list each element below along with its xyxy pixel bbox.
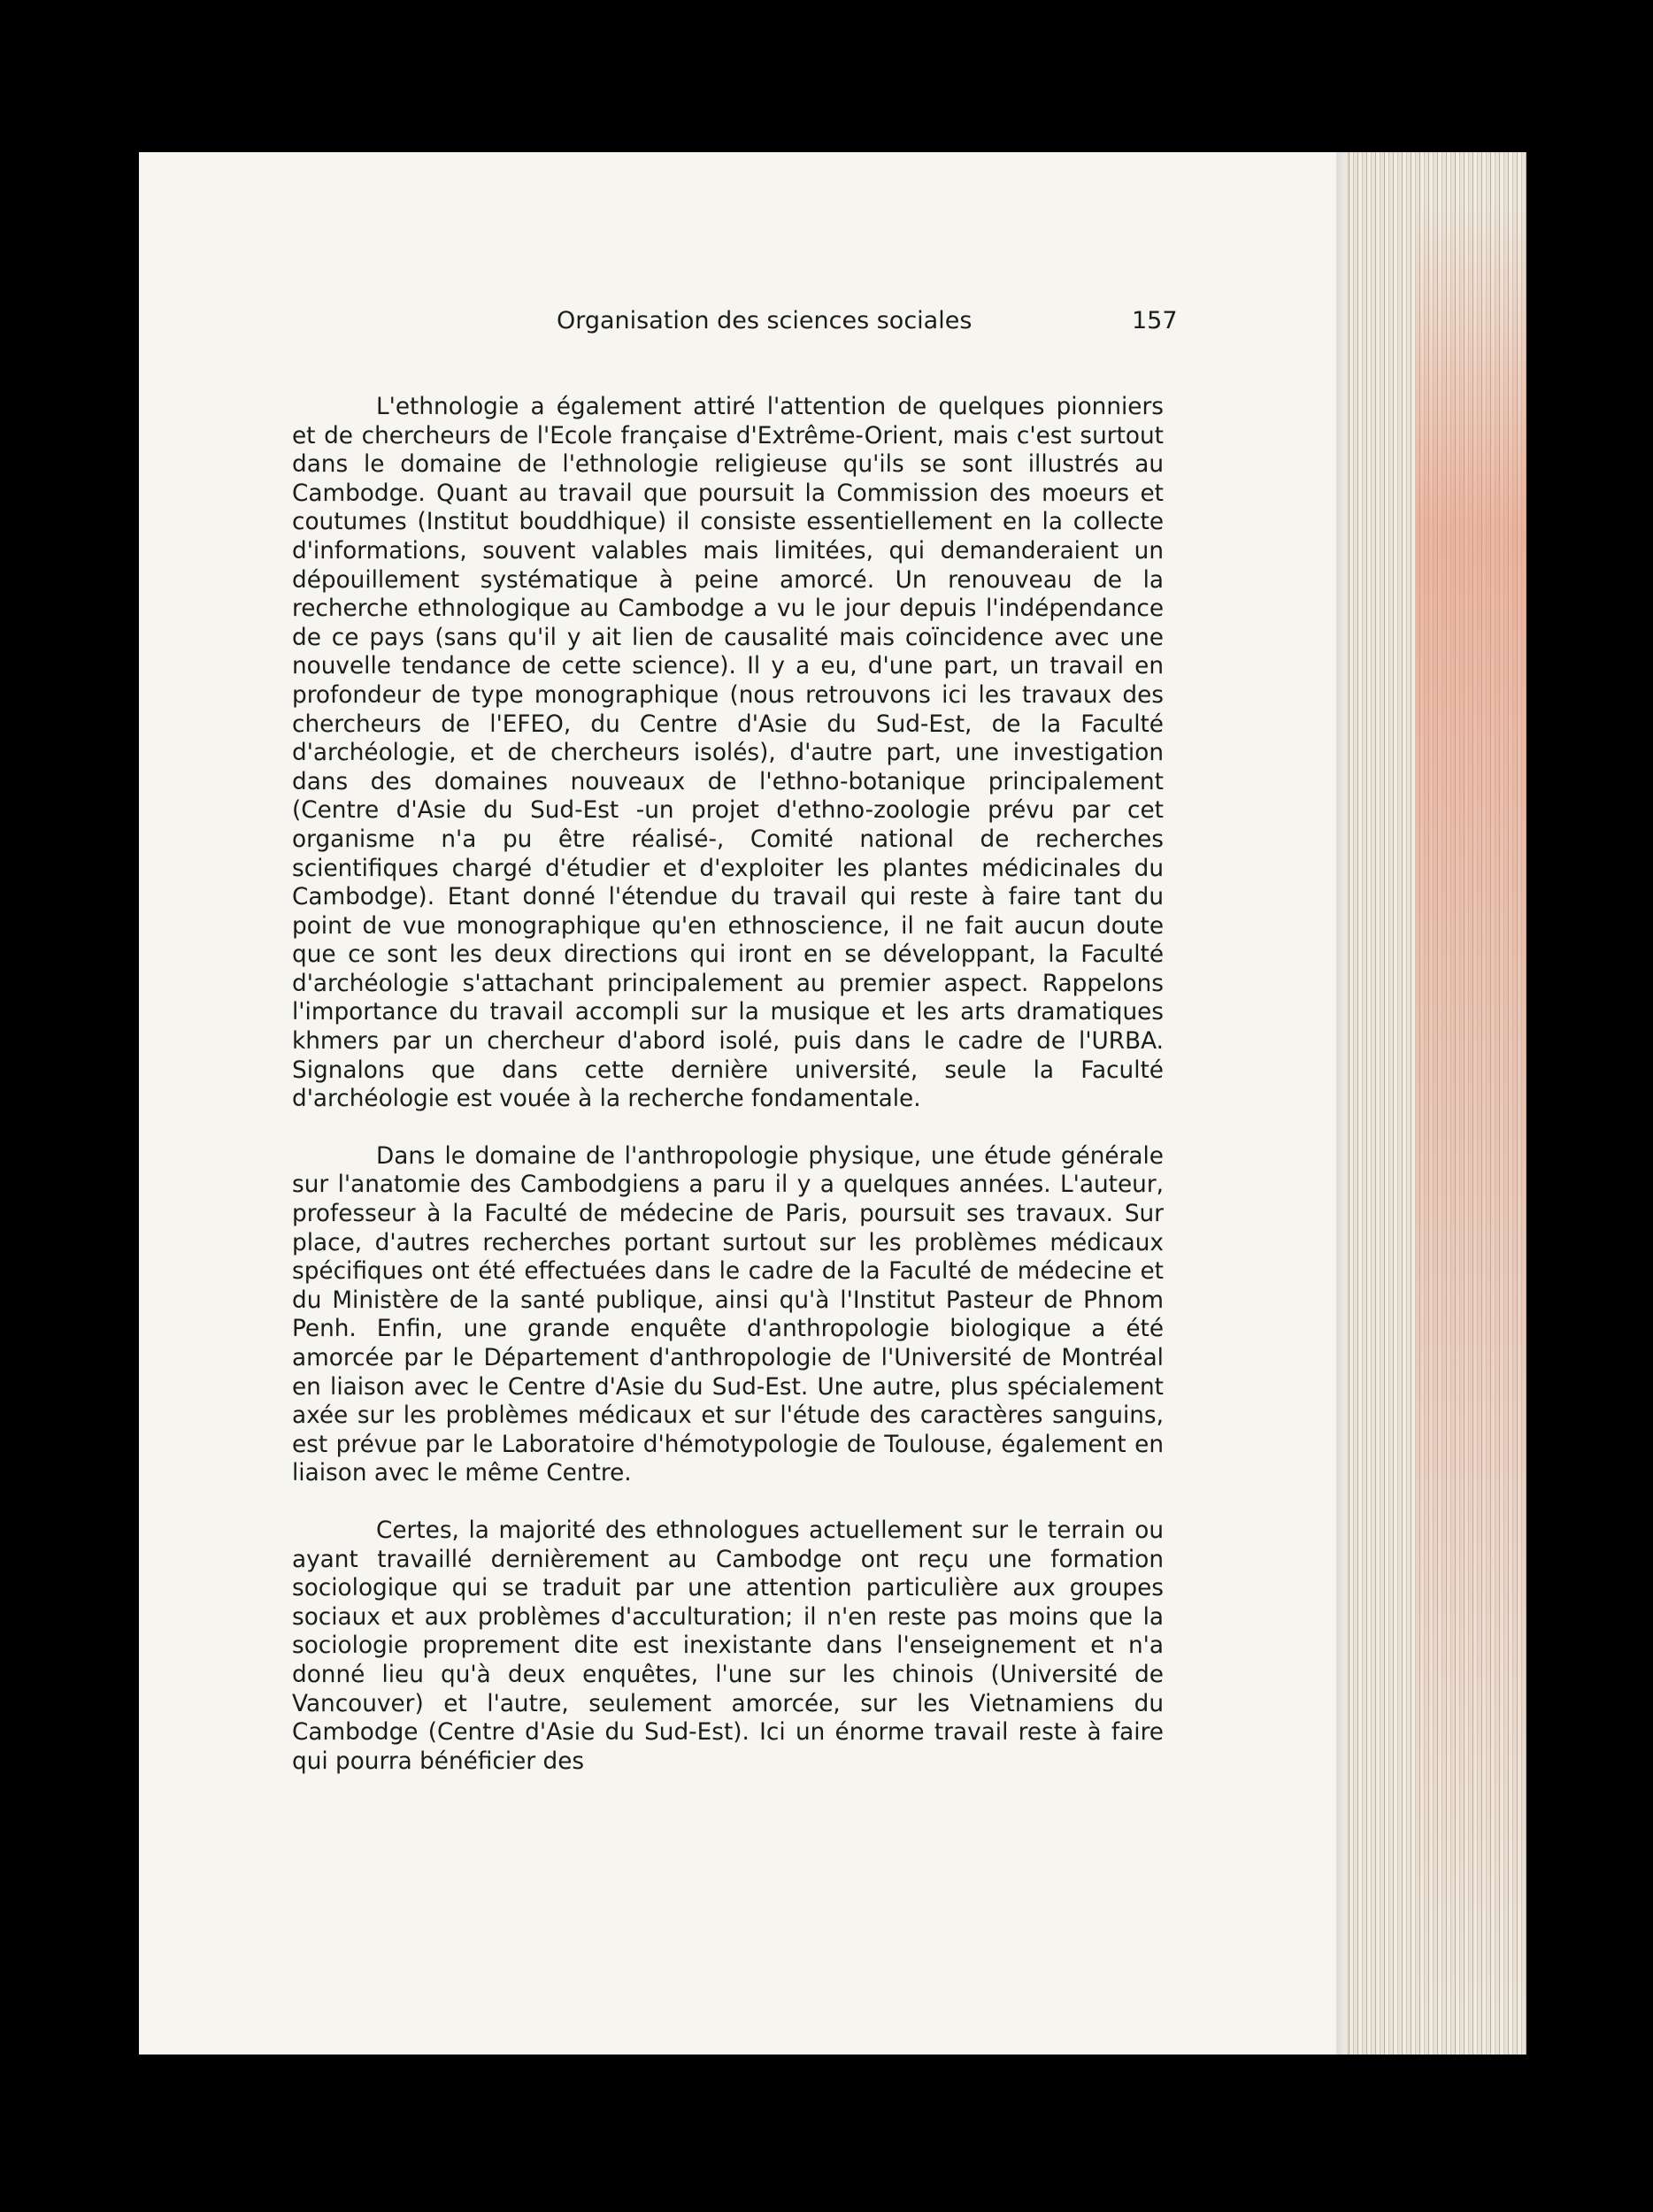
running-head (139, 307, 1347, 342)
paragraph-ethnologie: L'ethnologie a également attiré l'attention de quelques pionniers et de chercheurs de l'Ecole française d'Extrême-Orient, mais c'est surtout dans le domaine de l'ethnologie religieuse qu'ils se sont illustrés au Cambodge. Quant au travail que poursuit la Commission des moeurs et coutumes (Institut bouddhique) il consiste essentiellement en la collecte d'informations, souvent valables mais limitées, qui demanderaient un dépouillement systématique à peine amorcé. Un renouveau de la recherche ethnologique au Cambodge a vu le jour depuis l'indépendance de ce pays (sans qu'il y ait lien de causalité mais coïncidence avec une nouvelle tendance de cette science). Il y a eu, d'une part, un travail en profondeur de type monographique (nous retrouvons ici les travaux des chercheurs de l'EFEO, du Centre d'Asie du Sud-Est, de la Faculté d'archéologie, et de chercheurs isolés), d'autre part, une investigation dans des domaines nouveaux de l'ethno-botanique principalement (Centre d'Asie du Sud-Est -un projet d'ethno-zoologie prévu par cet organisme n'a pu être réalisé-, Comité national de recherches scientifiques chargé d'étudier et d'exploiter les plantes médicinales du Cambodge). Etant donné l'étendue du travail qui reste à faire tant du point de vue monographique qu'en ethnoscience, il ne fait aucun doute que ce sont les deux directions qui iront en se développant, la Faculté d'archéologie s'attachant principalement au premier aspect. Rappelons l'importance du travail accompli sur la musique et les arts dramatiques khmers par un chercheur d'abord isolé, puis dans le cadre de l'URBA. Signalons que dans cette dernière université, seule la Faculté d'archéologie est vouée à la recherche fondamentale. (292, 394, 1164, 1113)
page-edges-tint (1416, 204, 1526, 2017)
running-head-title: Organisation des sciences sociales (557, 307, 973, 334)
body-text (292, 393, 1164, 1776)
book-page (139, 152, 1347, 2055)
page-number: 157 (1132, 307, 1178, 334)
paragraph-sociologie: Certes, la majorité des ethnologues actuellement sur le terrain ou ayant travaillé dernièrement au Cambodge ont reçu une formation sociologique qui se traduit par une attention particulière aux groupes sociaux et aux problèmes d'acculturation; il n'en reste pas moins que la sociologie proprement dite est inexistante dans l'enseignement et n'a donné lieu qu'à deux enquêtes, l'une sur les chinois (Université de Vancouver) et l'autre, seulement amorcée, sur les Vietnamiens du Cambodge (Centre d'Asie du Sud-Est). Ici un énorme travail reste à faire qui pourra bénéficier des (292, 1517, 1164, 1775)
page-edge-shadow (1336, 152, 1354, 2055)
paragraph-anthropologie-physique: Dans le domaine de l'anthropologie physique, une étude générale sur l'anatomie des Cambodgiens a paru il y a quelques années. L'auteur, professeur à la Faculté de médecine de Paris, poursuit ses travaux. Sur place, d'autres recherches portant surtout sur les problèmes médicaux spécifiques ont été effectuées dans le cadre de la Faculté de médecine et du Ministère de la santé publique, ainsi qu'à l'Institut Pasteur de Phnom Penh. Enfin, une grande enquête d'anthropologie biologique a été amorcée par le Département d'anthropologie de l'Université de Montréal en liaison avec le Centre d'Asie du Sud-Est. Une autre, plus spécialement axée sur les problèmes médicaux et sur l'étude des caractères sanguins, est prévue par le Laboratoire d'hémotypologie de Toulouse, également en liaison avec le même Centre. (292, 1142, 1164, 1487)
